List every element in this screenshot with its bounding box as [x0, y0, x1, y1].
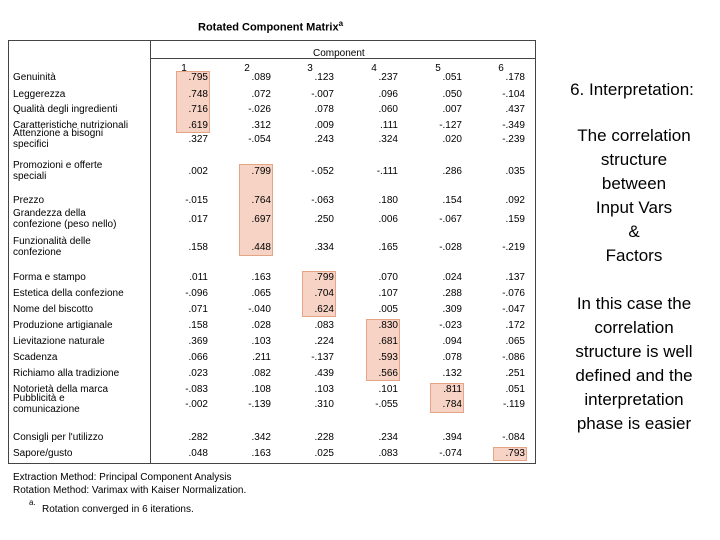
paragraph-line: correlation: [594, 318, 674, 337]
table-cell: .178: [505, 72, 525, 83]
table-cell: .312: [251, 120, 271, 131]
slide-paragraph-2: [548, 292, 720, 436]
table-cell: .002: [188, 166, 208, 177]
table-cell: .092: [505, 195, 525, 206]
row-label: Notorietà della marca: [13, 384, 109, 395]
table-cell: .697: [251, 214, 271, 225]
table-cell: .243: [314, 134, 334, 145]
table-cell: .716: [188, 104, 208, 115]
table-cell: -.137: [311, 352, 334, 363]
table-cell: -.239: [502, 134, 525, 145]
table-cell: .154: [442, 195, 462, 206]
table-cell: .237: [378, 72, 398, 83]
table-cell: .811: [443, 384, 462, 395]
table-cell: .111: [380, 120, 398, 131]
slide-heading: 6. Interpretation:: [570, 80, 694, 99]
table-cell: .748: [188, 89, 208, 100]
table-cell: .624: [314, 304, 334, 315]
table-cell: .066: [188, 352, 208, 363]
table-cell: .107: [378, 288, 398, 299]
paragraph-line: interpretation: [584, 390, 684, 409]
row-label: Nome del biscotto: [13, 304, 94, 315]
table-cell: .211: [252, 352, 271, 363]
table-cell: .163: [251, 272, 271, 283]
table-cell: .096: [378, 89, 398, 100]
table-cell: .250: [314, 214, 334, 225]
table-cell: .071: [188, 304, 208, 315]
table-cell: .020: [442, 134, 462, 145]
table-cell: .163: [251, 448, 271, 459]
table-cell: -.028: [439, 242, 462, 253]
paragraph-line: defined and the: [575, 366, 693, 385]
table-cell: -.139: [248, 399, 271, 410]
table-cell: .011: [189, 272, 208, 283]
table-cell: .065: [505, 336, 525, 347]
table-cell: .050: [442, 89, 462, 100]
table-cell: .334: [314, 242, 334, 253]
table-cell: -.111: [376, 166, 398, 177]
table-cell: .784: [442, 399, 462, 410]
table-cell: -.084: [502, 432, 525, 443]
table-cell: .006: [378, 214, 398, 225]
table-cell: .060: [378, 104, 398, 115]
table-cell: .165: [378, 242, 398, 253]
row-label: Scadenza: [13, 352, 58, 363]
row-label: Grandezza della confezione (peso nello): [13, 208, 117, 230]
row-label: Attenzione a bisogni specifici: [13, 128, 104, 150]
footer-note: Rotation converged in 6 iterations.: [42, 504, 194, 515]
table-cell: .070: [378, 272, 398, 283]
table-cell: .023: [188, 368, 208, 379]
footer-note-marker: a.: [29, 498, 36, 507]
table-cell: .448: [251, 242, 271, 253]
table-cell: .048: [188, 448, 208, 459]
row-label: Richiamo alla tradizione: [13, 368, 120, 379]
paragraph-line: Factors: [605, 246, 663, 265]
footer-rotation: Rotation Method: Varimax with Kaiser Normalization.: [13, 485, 247, 496]
row-label: Lievitazione naturale: [13, 336, 105, 347]
slide-paragraph-1: [548, 124, 720, 268]
row-label: Produzione artigianale: [13, 320, 113, 331]
table-cell: -.083: [185, 384, 208, 395]
table-title: Rotated Component Matrix$^a$: [198, 19, 344, 34]
table-cell: .132: [442, 368, 462, 379]
table-cell: .830: [378, 320, 398, 331]
row-label: Prezzo: [13, 195, 45, 206]
table-cell: -.219: [502, 242, 525, 253]
row-label: Leggerezza: [13, 89, 66, 100]
table-cell: .007: [442, 104, 462, 115]
table-cell: -.015: [185, 195, 208, 206]
table-cell: .394: [442, 432, 462, 443]
table-cell: .342: [251, 432, 271, 443]
table-cell: .017: [188, 214, 208, 225]
table-cell: .795: [188, 72, 208, 83]
table-cell: .103: [314, 384, 334, 395]
table-cell: -.063: [311, 195, 334, 206]
paragraph-line: structure is well: [575, 342, 693, 361]
row-label: Forma e stampo: [13, 272, 86, 283]
table-cell: .083: [314, 320, 334, 331]
table-cell: .024: [442, 272, 462, 283]
table-cell: .158: [188, 320, 208, 331]
table-cell: .681: [378, 336, 398, 347]
table-cell: .764: [251, 195, 271, 206]
table-cell: .228: [314, 432, 334, 443]
table-cell: .180: [378, 195, 398, 206]
table-cell: -.002: [185, 399, 208, 410]
footer-extraction: Extraction Method: Principal Component Analysis: [13, 472, 232, 483]
row-label: Pubblicità e comunicazione: [13, 393, 80, 415]
table-cell: .159: [505, 214, 525, 225]
table-cell: .094: [442, 336, 462, 347]
table-cell: .619: [188, 120, 208, 131]
table-cell: .172: [505, 320, 525, 331]
table-cell: .137: [505, 272, 525, 283]
table-cell: -.055: [375, 399, 398, 410]
table-cell: -.096: [185, 288, 208, 299]
column-header-6: 6: [498, 63, 504, 74]
table-cell: .025: [314, 448, 334, 459]
table-cell: .327: [188, 134, 208, 145]
table-cell: .028: [251, 320, 271, 331]
table-cell: .108: [251, 384, 271, 395]
table-cell: .051: [442, 72, 462, 83]
table-cell: -.119: [502, 399, 525, 410]
row-label: Sapore/gusto: [13, 448, 73, 459]
table-cell: -.023: [439, 320, 462, 331]
table-cell: -.074: [439, 448, 462, 459]
table-cell: .089: [251, 72, 271, 83]
table-cell: .083: [378, 448, 398, 459]
table-cell: -.127: [439, 120, 462, 131]
table-cell: .286: [442, 166, 462, 177]
table-cell: -.349: [502, 120, 525, 131]
table-cell: .101: [378, 384, 398, 395]
table-cell: .566: [378, 368, 398, 379]
table-cell: .082: [251, 368, 271, 379]
table-cell: .310: [314, 399, 334, 410]
column-header-4: 4: [371, 63, 377, 74]
paragraph-line: between: [601, 174, 667, 193]
table-cell: .123: [314, 72, 334, 83]
row-label: Estetica della confezione: [13, 288, 124, 299]
table-cell: .282: [188, 432, 208, 443]
table-cell: .234: [378, 432, 398, 443]
column-header-2: 2: [244, 63, 250, 74]
row-label: Funzionalità delle confezione: [13, 236, 91, 258]
paragraph-line: In this case the: [576, 294, 692, 313]
table-cell: -.076: [502, 288, 525, 299]
row-label: Genuinità: [13, 72, 56, 83]
table-cell: .288: [442, 288, 462, 299]
table-cell: .369: [188, 336, 208, 347]
table-cell: -.047: [502, 304, 525, 315]
table-cell: .005: [378, 304, 398, 315]
table-cell: .072: [251, 89, 271, 100]
table-cell: -.052: [311, 166, 334, 177]
component-header: Component: [313, 48, 365, 59]
table-cell: .799: [251, 166, 271, 177]
paragraph-line: &: [628, 222, 640, 241]
table-cell: .078: [442, 352, 462, 363]
row-label: Qualità degli ingredienti: [13, 104, 118, 115]
table-cell: .051: [505, 384, 525, 395]
table-cell: .793: [505, 448, 525, 459]
row-label: Promozioni e offerte speciali: [13, 160, 103, 182]
table-cell: .437: [505, 104, 525, 115]
table-cell: .593: [378, 352, 398, 363]
table-cell: .078: [314, 104, 334, 115]
table-cell: -.040: [248, 304, 271, 315]
paragraph-line: structure: [600, 150, 668, 169]
table-cell: -.054: [248, 134, 271, 145]
table-cell: .439: [314, 368, 334, 379]
table-cell: .324: [378, 134, 398, 145]
table-cell: -.104: [502, 89, 525, 100]
table-cell: .224: [314, 336, 334, 347]
row-label: Consigli per l'utilizzo: [13, 432, 104, 443]
paragraph-line: Input Vars: [595, 198, 673, 217]
table-cell: .009: [314, 120, 334, 131]
table-cell: .251: [505, 368, 525, 379]
paragraph-line: phase is easier: [576, 414, 692, 433]
table-cell: .103: [251, 336, 271, 347]
table-cell: -.026: [248, 104, 271, 115]
column-header-1: 1: [181, 63, 187, 74]
table-cell: .704: [314, 288, 334, 299]
paragraph-line: The correlation: [577, 126, 691, 145]
table-cell: -.007: [311, 89, 334, 100]
table-cell: .158: [188, 242, 208, 253]
table-cell: .065: [251, 288, 271, 299]
table-cell: .035: [505, 166, 525, 177]
table-cell: -.086: [502, 352, 525, 363]
column-header-3: 3: [307, 63, 313, 74]
table-cell: .309: [442, 304, 462, 315]
table-cell: -.067: [439, 214, 462, 225]
row-label: Caratteristiche nutrizionali: [13, 120, 129, 131]
column-header-5: 5: [435, 63, 441, 74]
table-cell: .799: [314, 272, 334, 283]
